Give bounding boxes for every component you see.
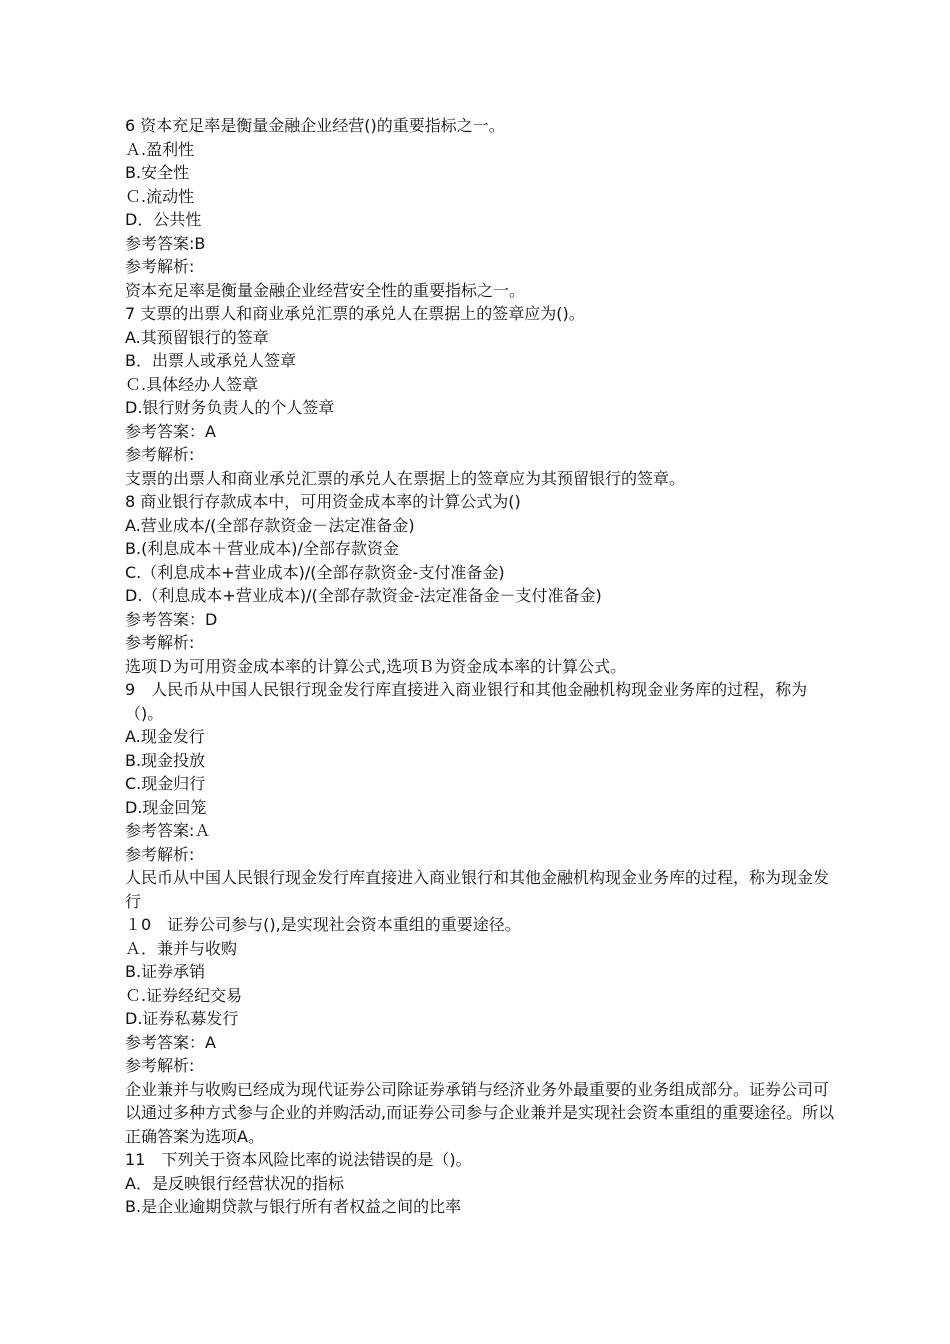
question-8-answer: 参考答案：D: [125, 609, 218, 629]
question-6-option-d: D．公共性: [125, 210, 202, 229]
question-7-option-b: B．出票人或承兑人签章: [125, 351, 296, 370]
question-6-analysis-label: 参考解析:: [125, 257, 195, 276]
question-7-analysis-label: 参考解析:: [125, 445, 195, 464]
question-7-option-c: Ｃ.具体经办人签章: [125, 374, 259, 394]
document-page: [125, 114, 835, 1219]
question-7-stem: 7 支票的出票人和商业承兑汇票的承兑人在票据上的签章应为()。: [125, 304, 585, 323]
question-9-option-a: A.现金发行: [125, 727, 205, 746]
question-6-analysis: 资本充足率是衡量金融企业经营安全性的重要指标之一。: [125, 280, 526, 300]
question-6-option-a: Ａ.盈利性: [125, 139, 195, 159]
question-9-analysis: 人民币从中国人民银行现金发行库直接进入商业银行和其他金融机构现金业务库的过程，称为现金发行: [125, 868, 830, 911]
question-11-option-b: B.是企业逾期贷款与银行所有者权益之间的比率: [125, 1197, 462, 1216]
question-8-stem: 8 商业银行存款成本中，可用资金成本率的计算公式为(): [125, 492, 521, 511]
question-9-answer: 参考答案:Ａ: [125, 821, 211, 840]
question-8-option-a: A.营业成本/(全部存款资金－法定准备金): [125, 515, 415, 535]
question-11-stem: 11 下列关于资本风险比率的说法错误的是（)。: [125, 1150, 472, 1169]
question-10-analysis-label: 参考解析:: [125, 1056, 195, 1075]
question-7-option-d: D.银行财务负责人的个人签章: [125, 398, 335, 417]
question-7-answer: 参考答案：A: [125, 421, 216, 441]
question-8-option-b: B.(利息成本＋营业成本)/全部存款资金: [125, 539, 399, 558]
question-6-stem: 6 资本充足率是衡量金融企业经营()的重要指标之一。: [125, 116, 505, 135]
question-7-option-a: A.其预留银行的签章: [125, 327, 269, 347]
question-9-analysis-label: 参考解析:: [125, 844, 195, 864]
question-6-answer: 参考答案:B: [125, 233, 206, 253]
question-8-analysis-label: 参考解析:: [125, 633, 195, 652]
question-10-option-a: Ａ．兼并与收购: [125, 938, 238, 958]
question-10-option-c: Ｃ.证券经纪交易: [125, 985, 243, 1005]
question-9-stem: 9 人民币从中国人民银行现金发行库直接进入商业银行和其他金融机构现金业务库的过程，称为（)。: [125, 680, 808, 723]
question-8-option-c: C.（利息成本+营业成本)/(全部存款资金-支付准备金): [125, 562, 505, 582]
question-10-option-d: D.证券私募发行: [125, 1009, 239, 1028]
question-8-option-d: D.（利息成本+营业成本)/(全部存款资金-法定准备金－支付准备金): [125, 586, 602, 605]
question-10-option-b: B.证券承销: [125, 962, 206, 981]
question-6-option-b: B.安全性: [125, 163, 190, 182]
question-9-option-b: B.现金投放: [125, 750, 206, 770]
question-9-option-d: D.现金回笼: [125, 797, 207, 817]
question-6-option-c: Ｃ.流动性: [125, 186, 195, 206]
question-10-answer: 参考答案：A: [125, 1032, 216, 1052]
question-11-option-a: A．是反映银行经营状况的指标: [125, 1173, 344, 1193]
question-8-analysis: 选项Ｄ为可用资金成本率的计算公式,选项Ｂ为资金成本率的计算公式。: [125, 656, 627, 676]
question-9-option-c: C.现金归行: [125, 774, 206, 793]
question-7-analysis: 支票的出票人和商业承兑汇票的承兑人在票据上的签章应为其预留银行的签章。: [125, 468, 686, 488]
question-10-stem: １0 证券公司参与(),是实现社会资本重组的重要途径。: [125, 915, 521, 934]
question-10-analysis: 企业兼并与收购已经成为现代证券公司除证券承销与经济业务外最重要的业务组成部分。证券公司可以通过多种方式参与企业的并购活动,而证券公司参与企业兼并是实现社会资本重组的重要途径。所以正确答案为选项A。: [125, 1079, 835, 1146]
